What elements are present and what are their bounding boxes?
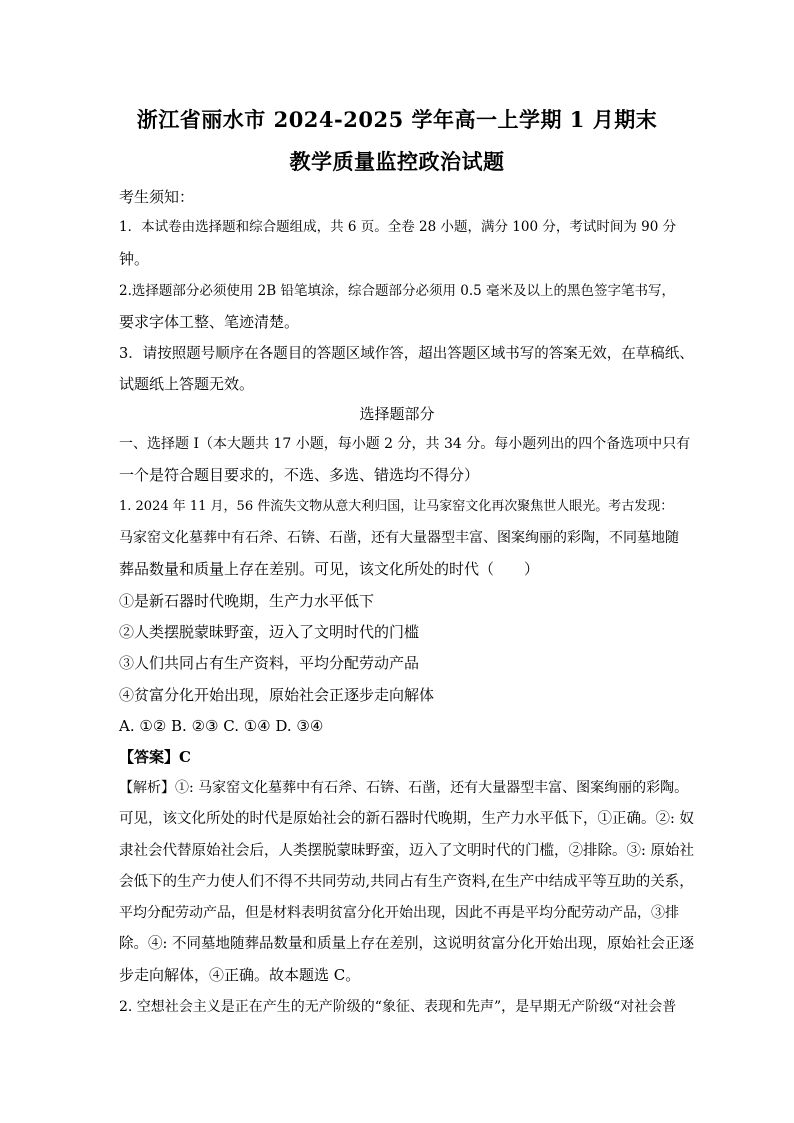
notice-line-1: 1．本试卷由选择题和综合题组成，共 6 页。全卷 28 小题，满分 100 分，考试时间为 90 分 <box>119 219 677 235</box>
question-1-analysis-line-7: 步走向解体，④正确。故本题选 C。 <box>119 966 361 984</box>
question-1-option-1: ①是新石器时代晚期，生产力水平低下 <box>119 592 375 610</box>
notice-header: 考生须知： <box>119 188 195 206</box>
question-1-answer: 【答案】C <box>119 748 191 766</box>
question-1-stem-line-1: 1. 2024 年 11 月，56 件流失文物从意大利归国，让马家窑文化再次聚焦世人眼光。考古发现： <box>119 499 674 514</box>
question-1-analysis-line-5: 平均分配劳动产品，但是材料表明贫富分化开始出现，因此不再是平均分配劳动产品，③排 <box>119 905 679 921</box>
question-1-stem-line-3: 葬品数量和质量上存在差别。可见，该文化所处的时代（ ） <box>119 560 540 578</box>
question-1-analysis-line-6: 除。④: 不同墓地随葬品数量和质量上存在差别，这说明贫富分化开始出现，原始社会正逐 <box>119 936 694 952</box>
question-1-option-4: ④贫富分化开始出现，原始社会正逐步走向解体 <box>119 686 435 704</box>
question-1-option-3: ③人们共同占有生产资料，平均分配劳动产品 <box>119 654 420 672</box>
document-title-line-2: 教学质量监控政治试题 <box>289 149 505 174</box>
question-1-analysis-line-2: 可见，该文化所处的时代是原始社会的新石器时代晚期，生产力水平低下，①正确。②: 奴 <box>119 811 694 827</box>
section-intro-line-2: 一个是符合题目要求的，不选、多选、错选均不得分） <box>119 466 480 484</box>
question-2-stem-line-1: 2. 空想社会主义是正在产生的无产阶级的“象征、表现和先声”，是早期无产阶级“对社会普 <box>119 999 677 1015</box>
notice-line-4: 要求字体工整、笔迹清楚。 <box>119 313 300 331</box>
question-1-stem-line-2: 马家窑文化墓葬中有石斧、石锛、石凿，还有大量器型丰富、图案绚丽的彩陶，不同墓地随 <box>119 530 679 546</box>
notice-line-6: 试题纸上答题无效。 <box>119 375 255 393</box>
section-intro-line-1: 一、选择题 I（本大题共 17 小题，每小题 2 分，共 34 分。每小题列出的四个备选项中只有 <box>119 436 691 452</box>
document-title-line-1: 浙江省丽水市 2024-2025 学年高一上学期 1 月期末 <box>136 107 658 132</box>
section-title: 选择题部分 <box>359 405 435 423</box>
notice-line-3: 2.选择题部分必须使用 2B 铅笔填涂，综合题部分必须用 0.5 毫米及以上的黑色签字笔书写， <box>119 283 676 299</box>
question-1-analysis-line-3: 隶社会代替原始社会后，人类摆脱蒙昧野蛮，迈入了文明时代的门槛，②排除。③: 原始社 <box>119 843 694 859</box>
question-1-analysis-line-4: 会低下的生产力使人们不得不共同劳动,共同占有生产资料,在生产中结成平等互助的关系， <box>119 874 694 890</box>
question-1-analysis-line-1: 【解析】①: 马家窑文化墓葬中有石斧、石锛、石凿，还有大量器型丰富、图案绚丽的彩陶。 <box>119 780 689 796</box>
question-1-option-2: ②人类摆脱蒙昧野蛮，迈入了文明时代的门槛 <box>119 623 420 641</box>
question-1-choices: A. ①② B. ②③ C. ①④ D. ③④ <box>119 717 324 735</box>
notice-line-5: 3．请按照题号顺序在各题目的答题区域作答，超出答题区域书写的答案无效，在草稿纸、 <box>119 346 694 362</box>
notice-line-2: 钟。 <box>119 250 150 268</box>
